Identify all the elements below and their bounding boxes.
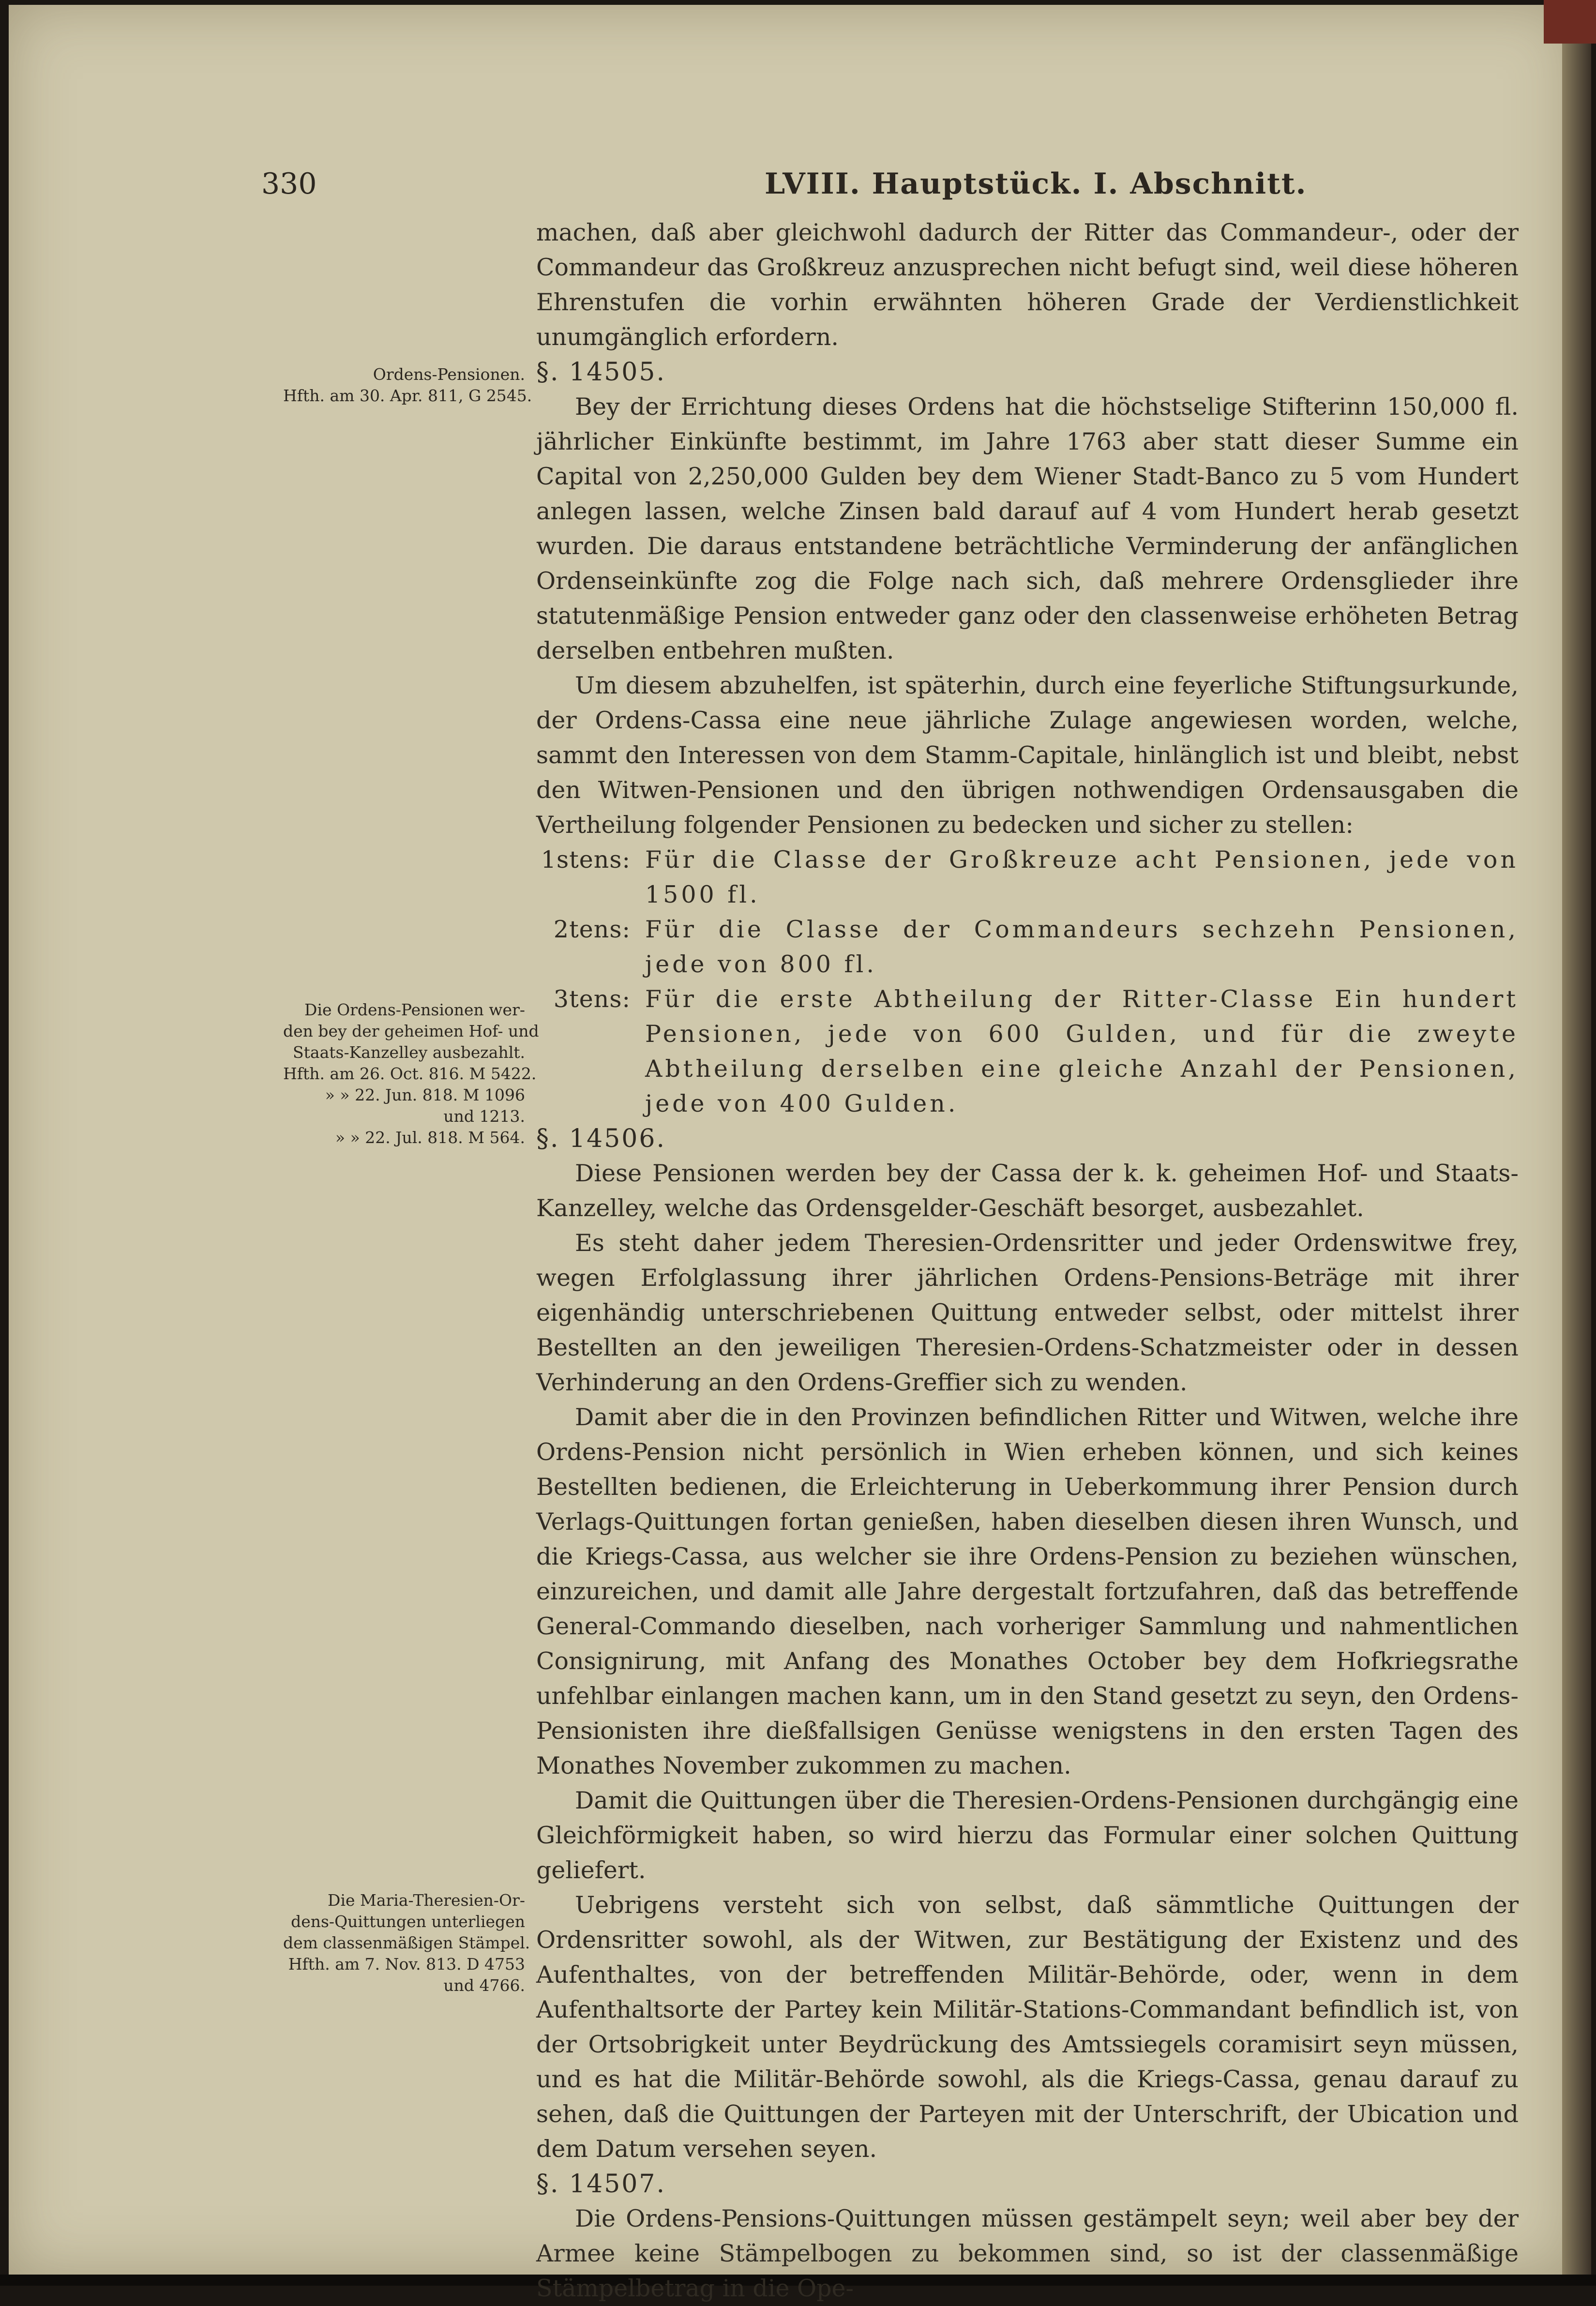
corner-stain: [1544, 0, 1596, 44]
paragraph: Um diesem abzuhelfen, ist späterhin, durch eine feyerliche Stiftungsurkunde, der Ordens-Cassa eine neue jährliche Zulage angewiesen worden, welche, sammt den Interessen von dem Stamm-Capitale, hinlänglich ist und bleibt, nebst den Witwen-Pensionen und den übrigen nothwendigen Ordensausgaben die Vertheilung folgender Pensionen zu bedecken und sicher zu stellen:: [536, 672, 1519, 839]
paragraph: Es steht daher jedem Theresien-Ordensritter und jeder Ordenswitwe frey, wegen Erfolglassung ihrer jährlichen Ordens-Pensions-Beträge mit ihrer eigenhändig unterschriebenen Quittung entweder selbst, oder mittelst ihrer Bestellten an den jeweiligen Theresien-Ordens-Schatzmeister oder in dessen Verhinderung an den Ordens-Greffier sich zu wenden.: [536, 1229, 1519, 1396]
paragraph: Diese Pensionen werden bey der Cassa der k. k. geheimen Hof- und Staats-Kanzelley, welche das Ordensgelder-Geschäft besorget, ausbezahlet.: [536, 1160, 1519, 1222]
enum-text: Für die Classe der Großkreuze acht Pensionen, jede von 1500 fl.: [645, 846, 1519, 908]
note-line: den bey der geheimen Hof- und: [283, 1022, 539, 1040]
enum-item: [536, 843, 1519, 912]
margin-note-payment: [283, 999, 539, 1148]
margin-note-pensions: [283, 364, 532, 407]
enum-item: [536, 912, 1519, 982]
note-line: » » 22. Jun. 818. M 1096: [325, 1085, 525, 1104]
main-text: [536, 215, 1519, 2306]
enum-label: 3tens:: [553, 985, 631, 1013]
note-line: dens-Quittungen unterliegen: [291, 1912, 525, 1931]
note-line: Hfth. am 26. Oct. 816. M 5422.: [283, 1064, 537, 1083]
running-head: LVIII. Hauptstück. I. Abschnitt.: [765, 167, 1307, 201]
enum-text: Für die erste Abtheilung der Ritter-Classe Ein hundert Pensionen, jede von 600 Gulden, und für die zweyte Abtheilung derselben eine gleiche Anzahl der Pensionen, jede von 400 Gulden.: [645, 985, 1519, 1117]
paragraph: machen, daß aber gleichwohl dadurch der Ritter das Commandeur-, oder der Commandeur das Großkreuz anzusprechen nicht befugt sind, weil diese höheren Ehrenstufen die vorhin erwähnten höheren Grade der Verdienstlichkeit unumgänglich erfordern.: [536, 219, 1519, 351]
note-line: und 4766.: [443, 1976, 525, 1995]
note-line: Hfth. am 30. Apr. 811, G 2545.: [283, 386, 532, 405]
paragraph: Damit aber die in den Provinzen befindlichen Ritter und Witwen, welche ihre Ordens-Pension nicht persönlich in Wien erheben können, und sich keines Bestellten bedienen, die Erleichterung in Ueberkommung ihrer Pension durch Verlags-Quittungen fortan genießen, haben dieselben diesen ihren Wunsch, und die Kriegs-Cassa, aus welcher sie ihre Ordens-Pension zu beziehen wünschen, einzureichen, und damit alle Jahre dergestalt fortzufahren, daß das betreffende General-Commando dieselben, nach vorheriger Sammlung und nahmentlichen Consignirung, mit Anfang des Monathes October bey dem Hofkriegsrathe unfehlbar einlangen machen kann, um in den Stand gesetzt zu seyn, den Ordens-Pensionisten ihre dießfallsigen Genüsse wenigstens in den ersten Tagen des Monathes November zukommen zu machen.: [536, 1403, 1519, 1779]
margin-note-stamp: [283, 1890, 530, 1996]
section-heading: §. 14505.: [536, 358, 666, 387]
note-line: Ordens-Pensionen.: [373, 365, 525, 384]
note-line: Die Maria-Theresien-Or-: [328, 1891, 525, 1910]
note-line: Hfth. am 7. Nov. 813. D 4753: [288, 1955, 525, 1974]
note-line: dem classenmäßigen Stämpel.: [283, 1933, 530, 1952]
note-line: Die Ordens-Pensionen wer-: [304, 1000, 525, 1019]
enum-label: 2tens:: [553, 916, 631, 943]
enum-text: Für die Classe der Commandeurs sechzehn Pensionen, jede von 800 fl.: [645, 916, 1519, 978]
enum-label: 1stens:: [541, 846, 631, 874]
paragraph: Damit die Quittungen über die Theresien-Ordens-Pensionen durchgängig eine Gleichförmigkeit haben, so wird hierzu das Formular einer solchen Quittung geliefert.: [536, 1787, 1519, 1884]
page-gutter: [1562, 0, 1591, 2286]
paragraph: Bey der Errichtung dieses Ordens hat die höchstselige Stifterinn 150,000 fl. jährlicher Einkünfte bestimmt, im Jahre 1763 aber statt dieser Summe ein Capital von 2,250,000 Gulden bey dem Wiener Stadt-Banco zu 5 vom Hundert anlegen lassen, welche Zinsen bald darauf auf 4 vom Hundert herab gesetzt wurden. Die daraus entstandene beträchtliche Verminderung der anfänglichen Ordenseinkünfte zog die Folge nach sich, daß mehrere Ordensglieder ihre statutenmäßige Pension entweder ganz oder den classenweise erhöheten Betrag derselben entbehren mußten.: [536, 393, 1519, 664]
section-heading: §. 14506.: [536, 1124, 666, 1153]
note-line: » » 22. Jul. 818. M 564.: [335, 1128, 525, 1147]
page-number: 330: [261, 167, 317, 201]
note-line: und 1213.: [443, 1107, 525, 1126]
note-line: Staats-Kanzelley ausbezahlt.: [293, 1043, 525, 1062]
enum-item: [536, 982, 1519, 1121]
paragraph: Die Ordens-Pensions-Quittungen müssen gestämpelt seyn; weil aber bey der Armee keine Stämpelbogen zu bekommen sind, so ist der classenmäßige Stämpelbetrag in die Ope-: [536, 2205, 1519, 2302]
section-heading: §. 14507.: [536, 2170, 666, 2199]
paragraph: Uebrigens versteht sich von selbst, daß sämmtliche Quittungen der Ordensritter sowohl, als der Witwen, zur Bestätigung der Existenz und des Aufenthaltes, von der betreffenden Militär-Behörde, oder, wenn in dem Aufenthaltsorte der Partey kein Militär-Stations-Commandant befindlich ist, von der Ortsobrigkeit unter Beydrückung des Amtssiegels coramisirt seyn müssen, und es hat die Militär-Behörde sowohl, als die Kriegs-Cassa, genau darauf zu sehen, daß die Quittungen der Parteyen mit der Unterschrift, der Ubication und dem Datum versehen seyen.: [536, 1891, 1519, 2163]
